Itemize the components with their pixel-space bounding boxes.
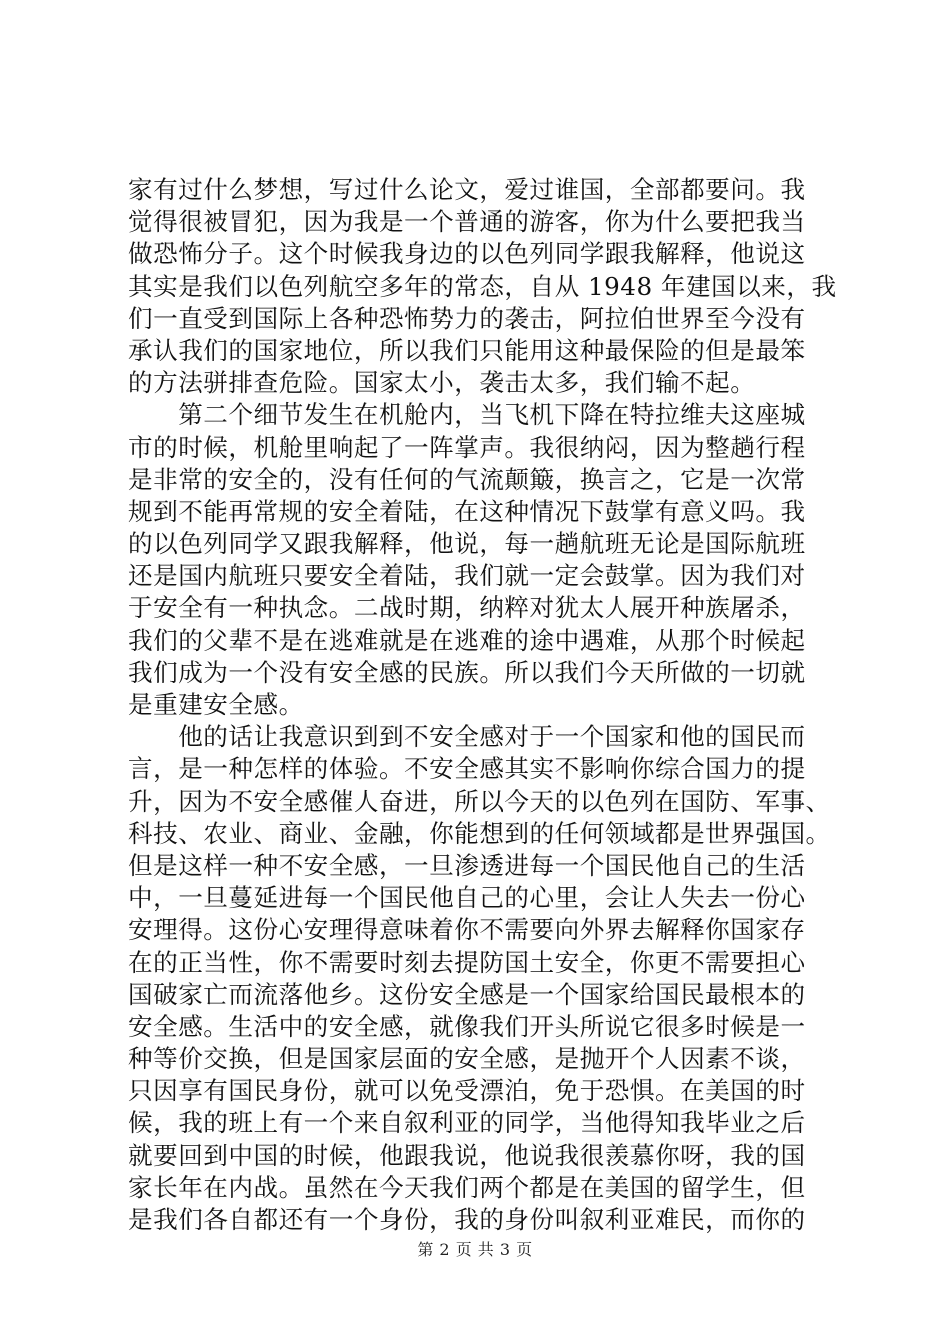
text-line: 候，我的班上有一个来自叙利亚的同学，当他得知我毕业之后 <box>128 1108 806 1138</box>
text-line: 但是这样一种不安全感，一旦渗透进每一个国民他自己的生活 <box>128 850 806 880</box>
text-line: 是非常的安全的，没有任何的气流颠簸，换言之，它是一次常 <box>128 464 806 494</box>
text-line: 科技、农业、商业、金融，你能想到的任何领域都是世界强国。 <box>128 818 831 848</box>
text-line: 承认我们的国家地位，所以我们只能用这种最保险的但是最笨 <box>128 335 806 365</box>
text-line: 只因享有国民身份，就可以免受漂泊，免于恐惧。在美国的时 <box>128 1076 806 1106</box>
text-line: 在的正当性，你不需要时刻去提防国土安全，你更不需要担心 <box>128 947 806 977</box>
text-line: 家有过什么梦想，写过什么论文，爱过谁国，全部都要问。我 <box>128 175 806 204</box>
text-line: 家长年在内战。虽然在今天我们两个都是在美国的留学生，但 <box>128 1172 806 1202</box>
text-line: 他的话让我意识到到不安全感对于一个国家和他的国民而 <box>128 722 806 752</box>
text-line: 们一直受到国际上各种恐怖势力的袭击，阿拉伯世界至今没有 <box>128 303 806 333</box>
text-line: 中，一旦蔓延进每一个国民他自己的心里，会让人失去一份心 <box>128 883 806 913</box>
text-line: 还是国内航班只要安全着陆，我们就一定会鼓掌。因为我们对 <box>128 561 806 591</box>
text-line: 国破家亡而流落他乡。这份安全感是一个国家给国民最根本的 <box>128 979 806 1009</box>
text-line: 就要回到中国的时候，他跟我说，他说我很羡慕你呀，我的国 <box>128 1140 806 1170</box>
page-footer: 第 2 页 共 3 页 <box>417 1240 533 1259</box>
text-line: 是重建安全感。 <box>128 690 304 719</box>
text-line: 市的时候，机舱里响起了一阵掌声。我很纳闷，因为整趟行程 <box>128 432 806 462</box>
text-line: 的方法骈排查危险。国家太小，袭击太多，我们输不起。 <box>128 368 756 398</box>
text-line: 升，因为不安全感催人奋进，所以今天的以色列在国防、军事、 <box>128 786 831 816</box>
text-line: 其实是我们以色列航空多年的常态，自从 1948 年建国以来，我 <box>128 271 837 301</box>
text-line: 我们成为一个没有安全感的民族。所以我们今天所做的一切就 <box>128 657 806 687</box>
text-line: 安理得。这份心安理得意味着你不需要向外界去解释你国家存 <box>128 915 806 945</box>
text-line: 种等价交换，但是国家层面的安全感，是抛开个人因素不谈， <box>128 1044 806 1074</box>
text-line: 第二个细节发生在机舱内，当飞机下降在特拉维夫这座城 <box>128 400 806 430</box>
text-line: 安全感。生活中的安全感，就像我们开头所说它很多时候是一 <box>128 1011 806 1041</box>
text-line: 做恐怖分子。这个时候我身边的以色列同学跟我解释，他说这 <box>128 239 806 269</box>
text-line: 是我们各自都还有一个身份，我的身份叫叙利亚难民，而你的 <box>128 1205 806 1234</box>
text-line: 于安全有一种执念。二战时期，纳粹对犹太人展开种族屠杀， <box>128 593 806 623</box>
text-line: 规到不能再常规的安全着陆，在这种情况下鼓掌有意义吗。我 <box>128 496 806 526</box>
text-line: 我们的父辈不是在逃难就是在逃难的途中遇难，从那个时候起 <box>128 625 806 655</box>
text-line: 言，是一种怎样的体验。不安全感其实不影响你综合国力的提 <box>128 754 806 784</box>
text-line: 觉得很被冒犯，因为我是一个普通的游客，你为什么要把我当 <box>128 207 806 237</box>
document-body <box>128 174 837 1236</box>
text-line: 的以色列同学又跟我解释，他说，每一趟航班无论是国际航班 <box>128 529 806 559</box>
